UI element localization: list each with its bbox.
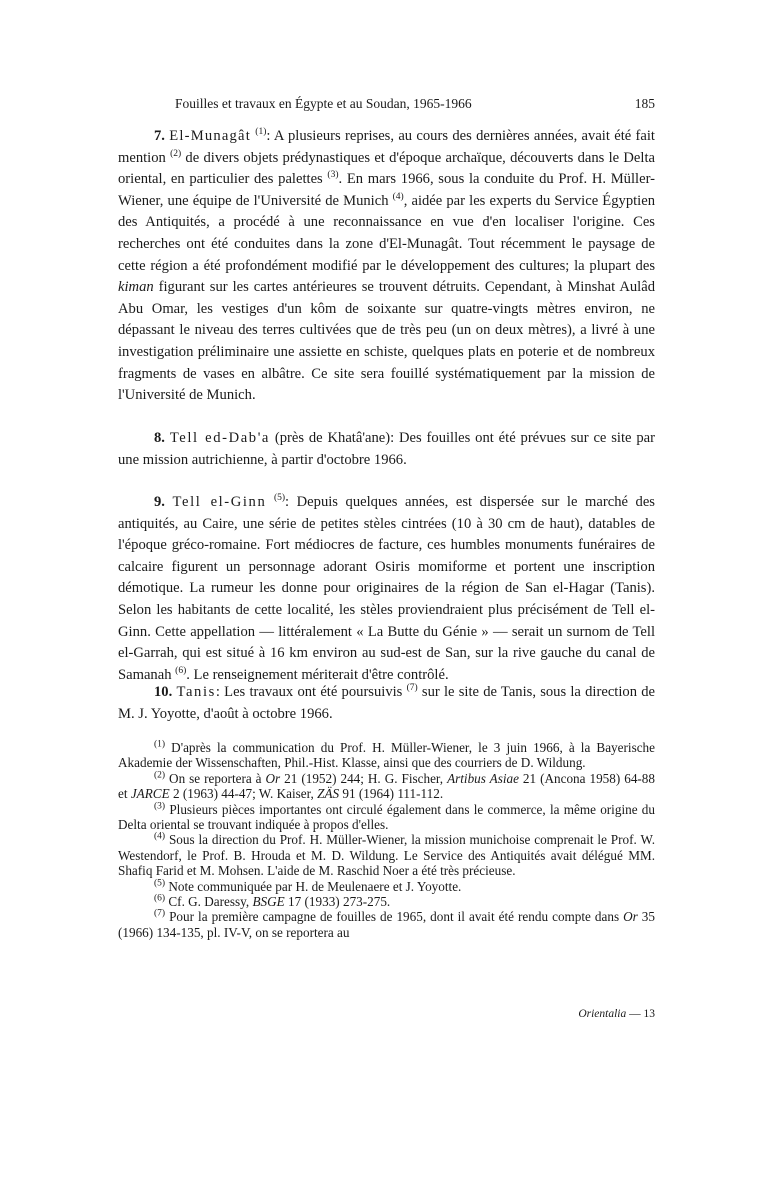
section-number: 9. [154,494,165,510]
footnote-mark: (1) [154,739,166,750]
journal-abbrev: ZÄS [317,786,340,802]
section-10-paragraph [118,682,655,725]
footnote-ref[interactable]: (3) [327,170,339,181]
body-text: . En mars 1966, sous la conduite du Prof. H. Müller-Wiener, une équipe de l'Université de Munich [118,171,655,209]
body-text: , aidée par les experts du Service Égyptien des Antiquités, a procédé à une reconnaissance en vue d'en localiser l'origine. Ces recherches ont été conduites dans la zone d'El-Munagât. Tout récemment le paysage de cette région a été profondément modifié par le développement des cultures; la plupart des [118,192,655,274]
footnote-ref[interactable]: (6) [175,665,187,676]
footnote-ref[interactable]: (1) [255,127,267,138]
footnotes [118,740,655,940]
footnote-2 [118,771,655,802]
section-heading: Tell ed-Dab'a [169,430,270,446]
footnote-3 [118,802,655,833]
journal-abbrev: JARCE [130,786,170,802]
footnote-ref[interactable]: (2) [170,148,182,159]
section-number: 8. [154,430,165,446]
running-title: Fouilles et travaux en Égypte et au Soudan, 1965-1966 [175,96,472,111]
section-heading: Tell el-Ginn [172,494,267,510]
body-text: de divers objets prédynastiques et d'époque archaïque, découverts dans le Delta oriental, en particulier des palettes [118,149,655,188]
italic-term: kiman [118,279,154,296]
body-text: figurant sur les cartes antérieures se trouvent détruits. Cependant, à Minshat Aulâd Abu Omar, les vestiges d'un kôm de soixante sur quatre-vingts mètres environ, ne dépassant le niveau des terres cultivées que de très peu (un on deux mètres), a livré à une investigation préliminaire une assiette en schiste, quelques plats en poterie et de nombreux fragments de vases en albâtre. Ce site sera fouillé systématiquement par la mission de l'Université de Munich. [118,279,655,404]
footnote-text: 91 (1964) 111-112. [339,786,444,802]
section-10 [118,682,655,725]
footnote-text: Note communiquée par H. de Meulenaere et J. Yoyotte. [165,878,462,894]
footnote-mark: (2) [154,770,166,781]
body-text: : Les travaux ont été poursuivis [215,684,407,700]
journal-abbrev: Or [265,770,281,786]
footnote-mark: (3) [154,801,166,812]
sheet-number: 13 [643,1008,655,1020]
journal-abbrev: Artibus Asiae [447,770,519,786]
footnote-mark: (7) [154,909,166,920]
footnote-text: 2 (1963) 44-47; W. Kaiser, [169,786,318,802]
footnote-mark: (5) [154,878,166,889]
footer-dash: — [629,1008,641,1020]
body-text: sur le site de Tanis, sous la direction de M. J. Yoyotte, d'août à octobre 1966. [118,684,655,722]
footnote-text: Cf. G. Daressy, [165,894,253,910]
footnote-text: Pour la première campagne de fouilles de 1965, dont il avait été rendu compte dans [165,909,624,925]
footnote-7 [118,909,655,940]
section-heading: El-Munagât [169,128,251,144]
footnote-text: Plusieurs pièces importantes ont circulé également dans le commerce, la même origine du Delta oriental se trouvant indiquée à propos d'elles. [118,801,655,833]
footnote-ref[interactable]: (4) [392,191,404,202]
journal-abbrev: BSGE [252,894,285,910]
footnote-text: 17 (1933) 273-275. [284,894,391,910]
footnote-4 [118,832,655,878]
footnote-ref[interactable]: (5) [273,493,286,504]
section-number: 10. [154,684,173,700]
body-text: : Depuis quelques années, est dispersée sur le marché des antiquités, au Caire, une série de petites stèles cintrées (10 à 30 cm de haut), datables de l'époque gréco-romaine. Fort médiocres de facture, ces humbles monuments funéraires de calcaire figurent un personnage adorant Osiris momiforme et portent une inscription démotique. La rumeur les donne pour originaires de la région de San el-Hagar (Tanis). Selon les habitants de cette localité, les stèles proviendraient plus précisément de Tell el-Ginn. Cette appellation — littéralement « La Butte du Génie » — serait un surnom de Tell el-Garrah, qui est situé à 16 km environ au sud-est de San, sur la rive gauche du canal de Samanah [118,494,655,683]
page-header [175,96,655,116]
signature-footer [578,1008,655,1020]
footnote-text: 35 (1966) 134-135, pl. IV-V, on se reportera au [118,909,655,940]
body-text: . Le renseignement mériterait d'être contrôlé. [186,666,449,683]
journal-abbrev: Or [623,909,638,925]
page-number: 185 [634,96,655,111]
footnote-mark: (6) [154,893,166,904]
section-heading: Tanis [176,684,216,700]
section-number: 7. [154,128,165,144]
footnote-5 [118,879,655,894]
journal-name: Orientalia [578,1008,627,1020]
section-7 [118,126,655,407]
footnote-text: Sous la direction du Prof. H. Müller-Wiener, la mission munichoise comprenait le Prof. W. Westendorf, le Prof. B. Hrouda et M. D. Wildung. Le Service des Antiquités avait délégué MM. Shafiq Farid et M. Mohsen. L'aide de M. Raschid Noer a été très précieuse. [118,832,655,879]
footnote-text: 21 (1952) 244; H. G. Fischer, [280,770,448,786]
footnote-text: D'après la communication du Prof. H. Müller-Wiener, le 3 juin 1966, à la Bayerische Akademie der Wissenschaften, Phil.-Hist. Klasse, ainsi que des courriers de D. Wildung. [118,740,655,771]
body-text: (près de Khatâ'ane): Des fouilles ont été prévues sur ce site par une mission autrichienne, à partir d'octobre 1966. [118,430,655,468]
section-8 [118,428,655,471]
footnote-ref[interactable]: (7) [406,683,418,694]
footnote-text: 21 (Ancona 1958) 64-88 et [118,770,655,802]
section-8-paragraph [118,428,655,471]
body-text: : A plusieurs reprises, au cours des dernières années, avait été fait mention [118,128,655,166]
footnote-6 [118,894,655,909]
footnote-mark: (4) [154,832,166,843]
section-7-paragraph [118,126,655,407]
footnote-text: On se reportera à [165,770,266,786]
footnote-1 [118,740,655,771]
section-9 [118,492,655,686]
section-9-paragraph [118,492,655,686]
